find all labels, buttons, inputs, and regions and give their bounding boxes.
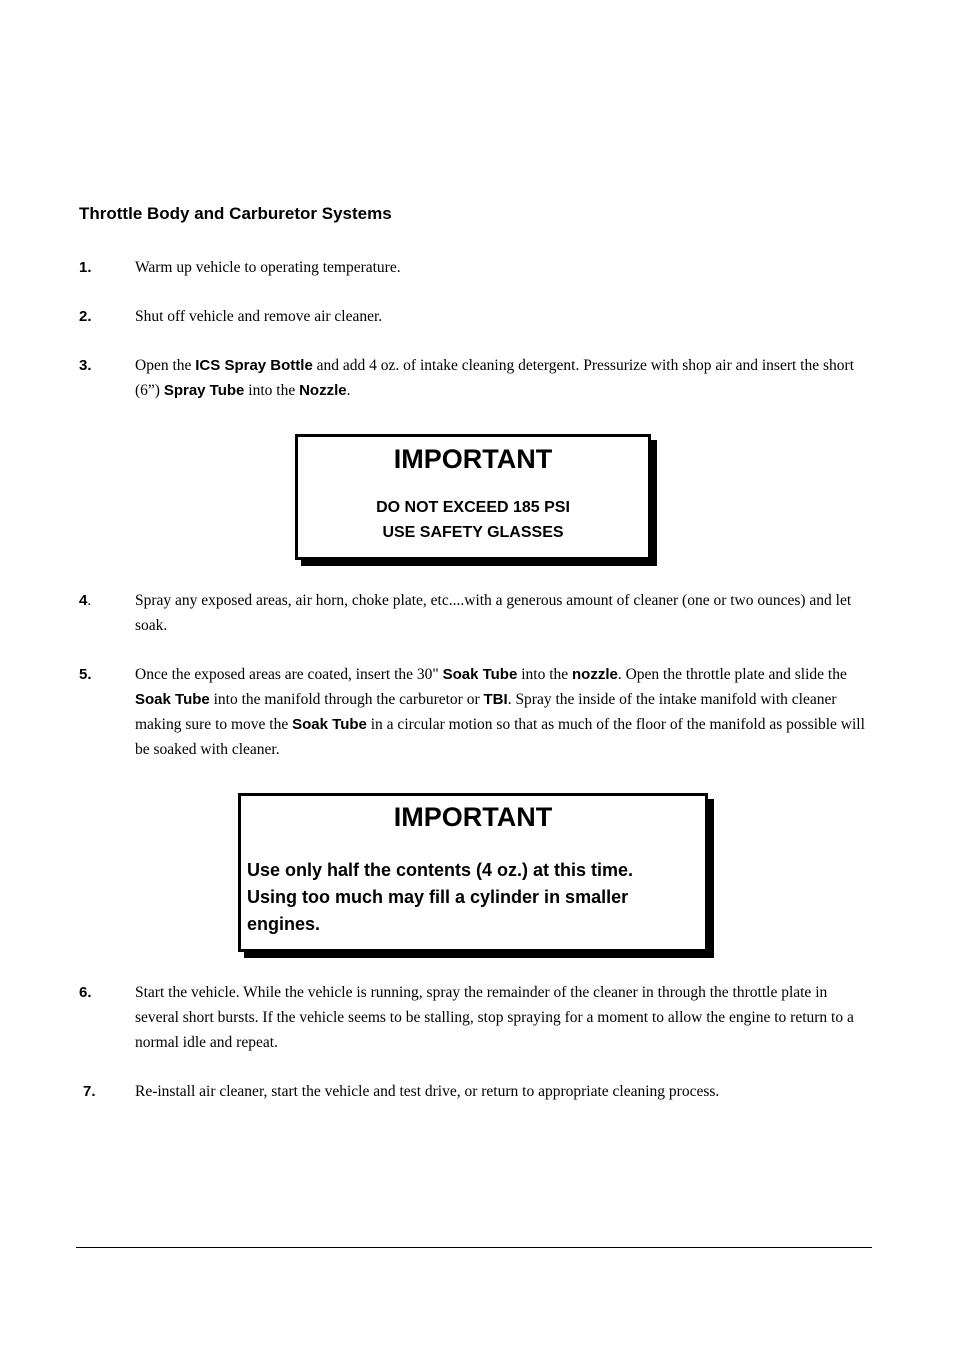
notice-title: IMPORTANT [393,802,553,832]
section-heading: Throttle Body and Carburetor Systems [79,204,392,223]
important-notice-pressure [295,434,651,560]
text-run: Shut off vehicle and remove air cleaner. [135,308,383,325]
step-2 [79,304,869,329]
text-run: into the [244,382,300,399]
step-number: 4. [79,592,92,609]
text-run: into the [517,666,573,683]
text-run: Spray any exposed areas, air horn, choke plate, etc....with a generous amount of cleaner (one or two ounces) and let soak. [135,592,852,634]
text-run: Start the vehicle. While the vehicle is running, spray the remainder of the cleaner in through the throttle plate in several short bursts. If the vehicle seems to be stalling, stop spraying for a moment to allow the engine to return to a normal idle and repeat. [135,984,854,1051]
bold-term: Soak Tube [135,691,210,708]
notice-line: USE SAFETY GLASSES [382,524,564,541]
footer-rule [76,1247,872,1248]
step-7 [79,1079,869,1104]
step-text [135,662,869,762]
step-3 [79,353,869,403]
step-text [135,980,869,1055]
step-number: 6. [79,984,92,1001]
text-run: into the manifold through the carburetor or [209,691,484,708]
notice-line: DO NOT EXCEED 185 PSI [376,499,570,516]
bold-term: Nozzle [299,382,347,399]
step-text [135,304,869,329]
bold-term: Spray Tube [163,382,245,399]
step-text [135,588,869,638]
text-run: Open the [135,357,196,374]
step-text [135,353,869,403]
text-run: and add 4 oz. of intake cleaning detergent. Pressurize with shop air and insert the short (6”) [135,357,854,399]
bold-term: TBI [483,691,508,708]
bold-term: Soak Tube [292,716,367,733]
text-run: . Spray the inside of the intake manifold with cleaner making sure to move the [135,691,837,733]
notice-title: IMPORTANT [393,444,553,474]
step-text [135,255,869,280]
step-number: 5. [79,666,92,683]
text-run: Once the exposed areas are coated, insert the 30" [135,666,443,683]
step-6 [79,980,869,1055]
step-number: 2. [79,308,92,325]
step-5 [79,662,869,762]
step-1 [79,255,869,280]
text-run: Warm up vehicle to operating temperature. [135,259,401,276]
bold-term: nozzle [572,666,618,683]
important-notice-quantity [238,793,708,952]
text-run: . [346,382,351,399]
step-number: 7. [83,1083,96,1100]
notice-body: Use only half the contents (4 oz.) at this time. Using too much may fill a cylinder in smaller engines. [247,860,634,934]
bold-term: Soak Tube [442,666,518,683]
step-4 [79,588,869,638]
bold-term: ICS Spray Bottle [195,357,313,374]
step-number: 1. [79,259,92,276]
step-number: 3. [79,357,92,374]
step-text [135,1079,869,1104]
text-run: in a circular motion so that as much of the floor of the manifold as possible will be soaked with cleaner. [135,716,865,758]
text-run: Re-install air cleaner, start the vehicle and test drive, or return to appropriate cleaning process. [135,1083,720,1100]
text-run: . Open the throttle plate and slide the [617,666,847,683]
